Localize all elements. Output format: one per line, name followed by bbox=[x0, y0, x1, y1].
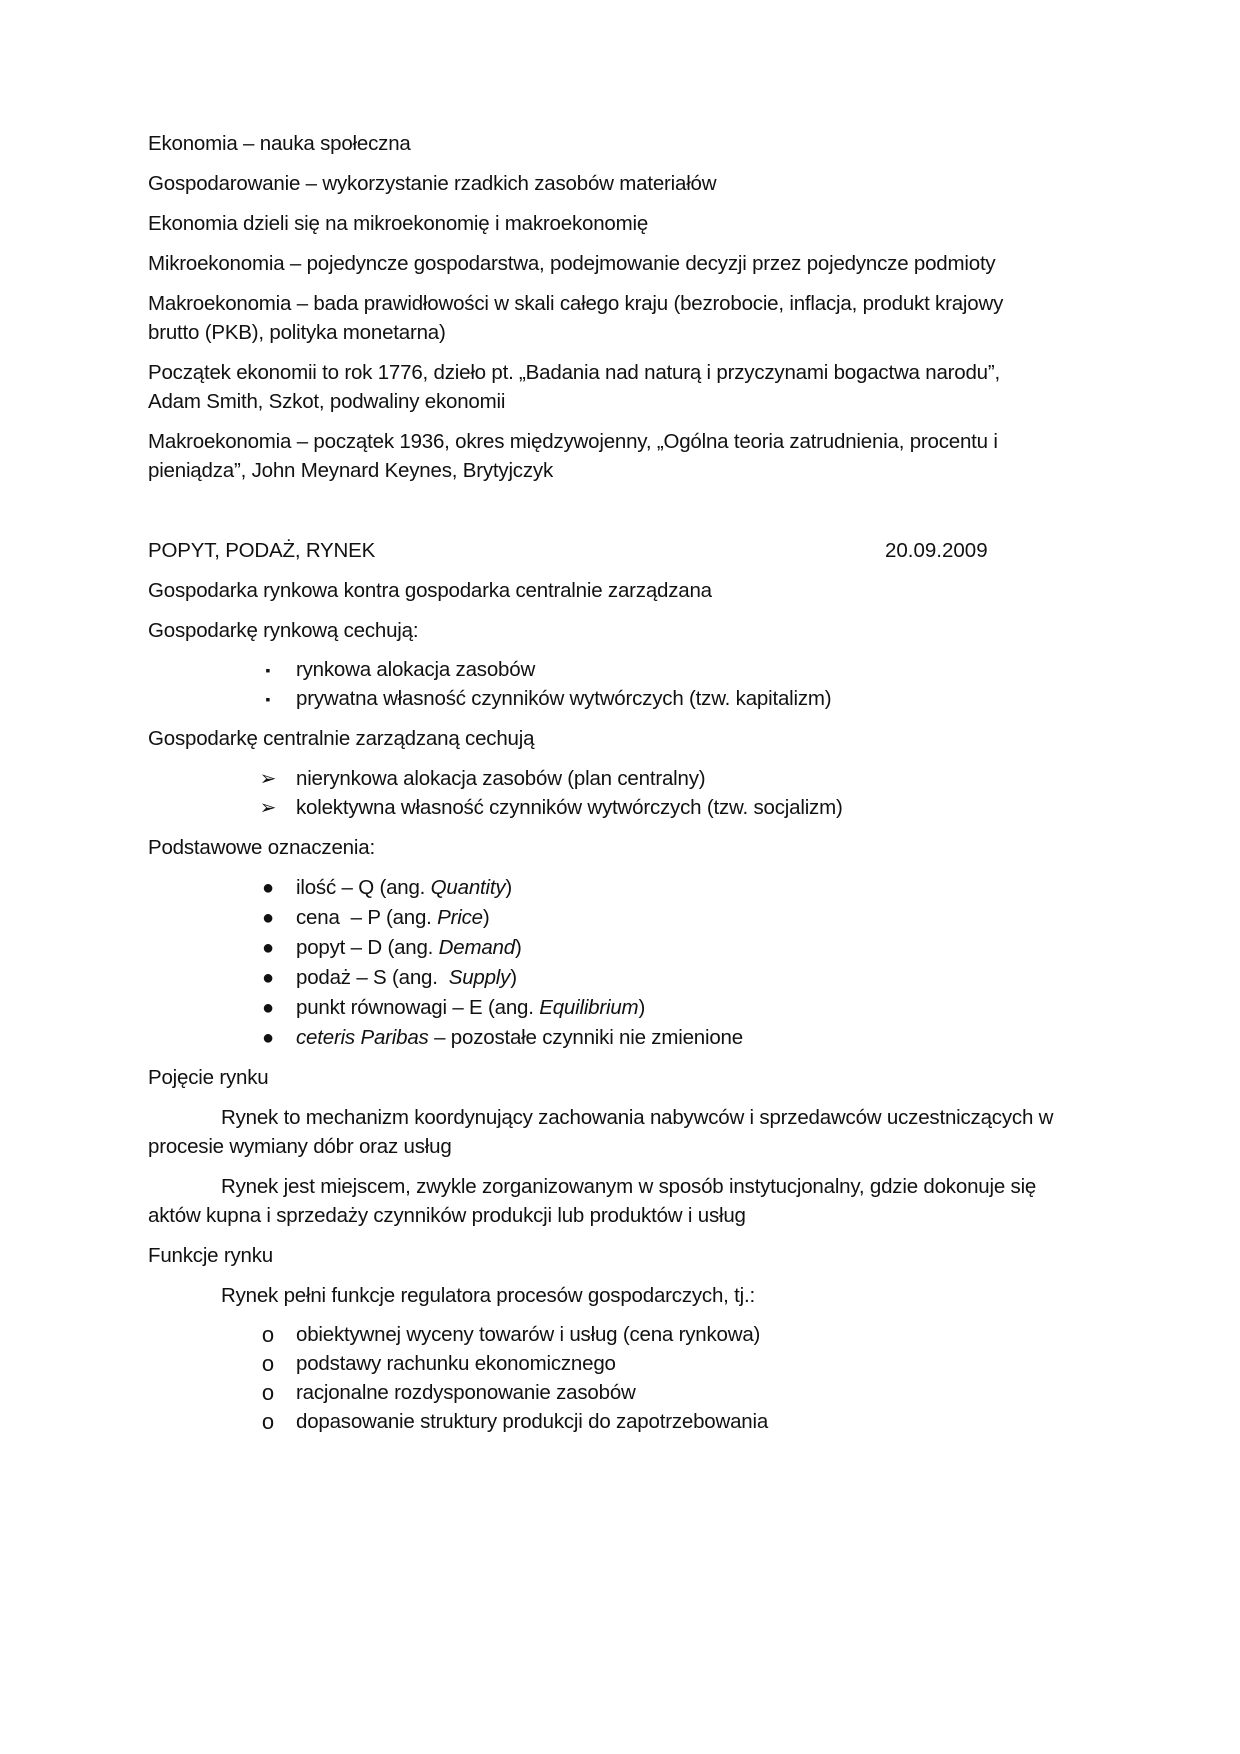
rynkowa-intro: Gospodarkę rynkową cechują: bbox=[148, 619, 419, 642]
symbol-text: ) bbox=[510, 966, 517, 989]
symbol-item-equilibrium bbox=[296, 992, 645, 1024]
symbol-text: ilość – Q (ang. bbox=[296, 876, 431, 899]
intro-line-9: Makroekonomia – początek 1936, okres międzywojenny, „Ogólna teoria zatrudnienia, procentu i bbox=[148, 430, 998, 453]
symbol-item-quantity bbox=[296, 872, 512, 904]
symbol-text: popyt – D (ang. bbox=[296, 936, 439, 959]
function-item-4: dopasowanie struktury produkcji do zapotrzebowania bbox=[296, 1410, 769, 1433]
symbol-item-price bbox=[296, 902, 490, 934]
dot-bullet-icon: ● bbox=[261, 997, 275, 1019]
concept-p1-line-1: Rynek to mechanizm koordynujący zachowania nabywców i sprzedawców uczestniczących w bbox=[221, 1106, 1054, 1129]
symbol-term: Quantity bbox=[430, 876, 506, 899]
intro-line-7: Początek ekonomii to rok 1776, dzieło pt. „Badania nad naturą i przyczynami bogactwa narodu”, bbox=[148, 361, 1000, 384]
symbol-item-demand bbox=[296, 932, 522, 964]
central-intro: Gospodarkę centralnie zarządzaną cechują bbox=[148, 727, 535, 750]
symbols-heading: Podstawowe oznaczenia: bbox=[148, 836, 375, 859]
circle-bullet-icon: o bbox=[261, 1322, 275, 1347]
circle-bullet-icon: o bbox=[261, 1351, 275, 1376]
intro-line-4: Mikroekonomia – pojedyncze gospodarstwa, podejmowanie decyzji przez pojedyncze podmioty bbox=[148, 252, 996, 275]
square-bullet-icon: ▪ bbox=[265, 662, 271, 678]
intro-line-8: Adam Smith, Szkot, podwaliny ekonomii bbox=[148, 390, 506, 413]
square-bullet-icon: ▪ bbox=[265, 691, 271, 707]
concept-p2-line-2: aktów kupna i sprzedaży czynników produkcji lub produktów i usług bbox=[148, 1204, 746, 1227]
dot-bullet-icon: ● bbox=[261, 937, 275, 959]
section-date: 20.09.2009 bbox=[885, 539, 988, 562]
intro-line-6: brutto (PKB), polityka monetarna) bbox=[148, 321, 446, 344]
symbol-term: Equilibrium bbox=[539, 996, 639, 1019]
circle-bullet-icon: o bbox=[261, 1409, 275, 1434]
symbol-term: Supply bbox=[448, 966, 511, 989]
section-title: POPYT, PODAŻ, RYNEK bbox=[148, 539, 376, 562]
intro-line-3: Ekonomia dzieli się na mikroekonomię i makroekonomię bbox=[148, 212, 649, 235]
dot-bullet-icon: ● bbox=[261, 907, 275, 929]
symbol-text: ) bbox=[482, 906, 490, 929]
rynkowa-item-2: prywatna własność czynników wytwórczych (tzw. kapitalizm) bbox=[296, 687, 832, 710]
symbol-item-ceteris bbox=[296, 1022, 743, 1054]
symbol-term: Demand bbox=[438, 936, 515, 959]
symbol-text: punkt równowagi – E (ang. bbox=[296, 996, 540, 1019]
symbol-text: – pozostałe czynniki nie zmienione bbox=[428, 1026, 743, 1049]
intro-line-10: pieniądza”, John Meynard Keynes, Brytyjczyk bbox=[148, 459, 554, 482]
concept-p2-line-1: Rynek jest miejscem, zwykle zorganizowanym w sposób instytucjonalny, gdzie dokonuje się bbox=[221, 1175, 1037, 1198]
functions-heading: Funkcje rynku bbox=[148, 1244, 274, 1267]
symbol-text: ) bbox=[505, 876, 513, 899]
central-item-2: kolektywna własność czynników wytwórczych (tzw. socjalizm) bbox=[296, 796, 843, 819]
symbol-term: Price bbox=[437, 906, 483, 929]
symbol-item-supply bbox=[296, 962, 517, 994]
symbol-text: ) bbox=[514, 936, 522, 959]
symbol-text: ) bbox=[638, 996, 646, 1019]
intro-line-1: Ekonomia – nauka społeczna bbox=[148, 132, 411, 155]
concept-heading: Pojęcie rynku bbox=[148, 1066, 269, 1089]
function-item-1: obiektywnej wyceny towarów i usług (cena rynkowa) bbox=[296, 1323, 761, 1346]
dot-bullet-icon: ● bbox=[261, 1027, 275, 1049]
concept-p1-line-2: procesie wymiany dóbr oraz usług bbox=[148, 1135, 452, 1158]
symbol-text: cena – P (ang. bbox=[296, 906, 438, 929]
dot-bullet-icon: ● bbox=[261, 967, 275, 989]
intro-line-5: Makroekonomia – bada prawidłowości w skali całego kraju (bezrobocie, inflacja, produkt krajowy bbox=[148, 292, 1004, 315]
market-heading: Gospodarka rynkowa kontra gospodarka centralnie zarządzana bbox=[148, 579, 712, 602]
dot-bullet-icon: ● bbox=[261, 877, 275, 899]
central-item-1: nierynkowa alokacja zasobów (plan centralny) bbox=[296, 767, 706, 790]
chevron-bullet-icon: ➢ bbox=[259, 768, 277, 790]
symbol-text: podaż – S (ang. bbox=[296, 966, 449, 989]
function-item-2: podstawy rachunku ekonomicznego bbox=[296, 1352, 616, 1375]
intro-line-2: Gospodarowanie – wykorzystanie rzadkich zasobów materiałów bbox=[148, 172, 717, 195]
chevron-bullet-icon: ➢ bbox=[259, 797, 277, 819]
function-item-3: racjonalne rozdysponowanie zasobów bbox=[296, 1381, 636, 1404]
circle-bullet-icon: o bbox=[261, 1380, 275, 1405]
functions-intro: Rynek pełni funkcje regulatora procesów gospodarczych, tj.: bbox=[221, 1284, 756, 1307]
rynkowa-item-1: rynkowa alokacja zasobów bbox=[296, 658, 536, 681]
symbol-term: ceteris Paribas bbox=[296, 1026, 429, 1049]
